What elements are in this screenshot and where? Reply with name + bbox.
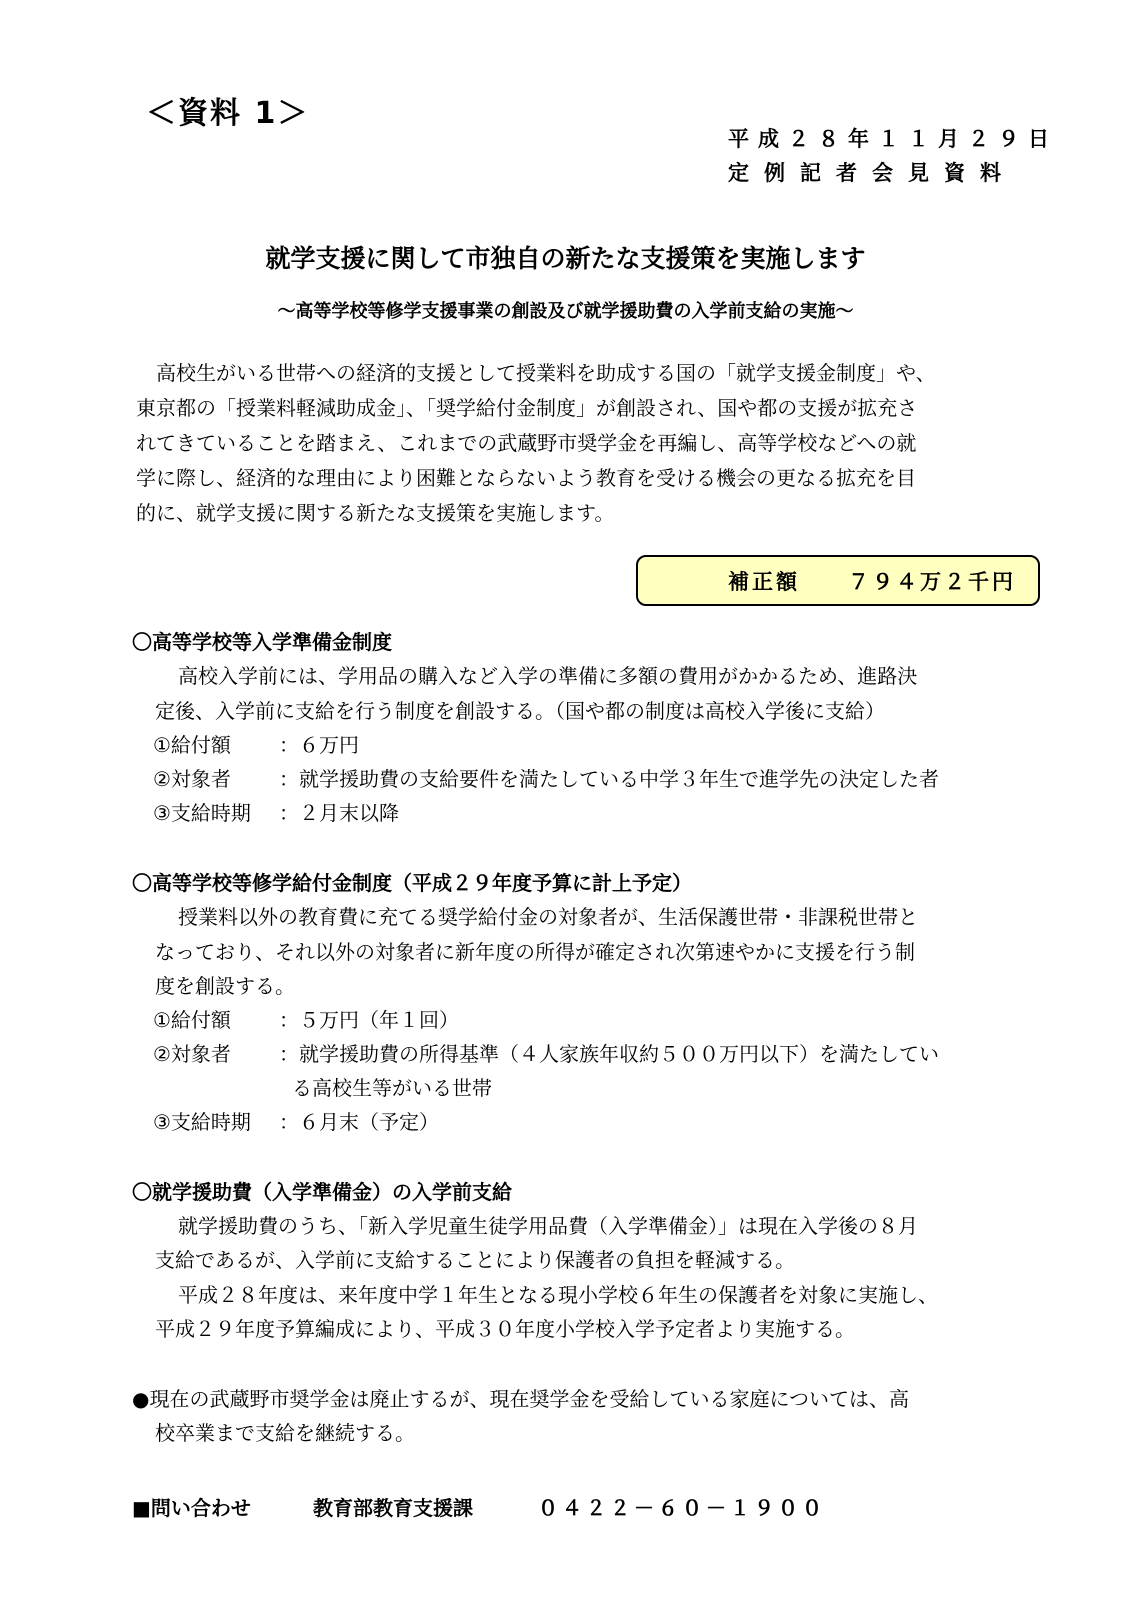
section-body-line: 平成２８年度は、来年度中学１年生となる現小学校６年生の保護者を対象に実施し、 [178,1283,938,1307]
item-value: ：６月末（予定） [279,1110,439,1134]
section-heading: 〇就学援助費（入学準備金）の入学前支給 [132,1180,512,1204]
contact-department: 教育部教育支援課 [313,1496,473,1520]
document-type: 定例記者会見資料 [728,161,1016,185]
item-value: ：６万円 [279,733,359,757]
section-body-line: 定後、入学前に支給を行う制度を創設する。（国や都の制度は高校入学後に支給） [155,699,885,723]
section-body-line: 支給であるが、入学前に支給することにより保護者の負担を軽減する。 [155,1248,795,1272]
item-value: ：５万円（年１回） [279,1008,459,1032]
section-item [153,797,399,826]
item-value: ：就学援助費の支給要件を満たしている中学３年生で進学先の決定した者 [279,767,939,791]
section-heading: 〇高等学校等入学準備金制度 [132,630,392,654]
budget-amount: ７９４万２千円 [848,570,1016,594]
intro-line: れてきていることを踏まえ、これまでの武蔵野市奨学金を再編し、高等学校などへの就 [136,431,917,455]
section-body-line: 度を創設する。 [155,974,295,998]
item-label: ①給付額 [153,1008,231,1032]
intro-line: 東京都の「授業料軽減助成金」、「奨学給付金制度」が創設され、国や都の支援が拡充さ [136,396,918,420]
section-item [153,1004,459,1033]
intro-paragraph [136,356,1016,531]
section-item [153,763,939,792]
section-item [153,1072,492,1101]
section-body-line: 平成２９年度予算編成により、平成３０年度小学校入学予定者より実施する。 [155,1317,855,1341]
date: 平成２８年１１月２９日 [728,127,1058,151]
item-label: ③支給時期 [153,801,251,825]
section-item [153,729,359,758]
document-label: ＜資料 1＞ [146,96,310,131]
section-body-line: 就学援助費のうち、「新入学児童生徒学用品費（入学準備金）」は現在入学後の８月 [178,1214,918,1238]
item-value: ：２月末以降 [279,801,399,825]
contact-label: ■問い合わせ [132,1496,251,1520]
section-heading: 〇高等学校等修学給付金制度（平成２９年度予算に計上予定） [132,871,692,895]
contact-phone: ０４２２－６０－１９００ [538,1496,826,1520]
page-title: 就学支援に関して市独自の新たな支援策を実施します [265,244,866,273]
intro-line: 的に、就学支援に関する新たな支援策を実施します。 [136,501,615,525]
item-label: ②対象者 [153,767,231,791]
budget-text [728,566,1016,596]
item-value: ：就学援助費の所得基準（４人家族年収約５００万円以下）を満たしてい [279,1042,939,1066]
item-label: ③支給時期 [153,1110,251,1134]
item-label: ②対象者 [153,1042,231,1066]
section-body-line: 授業料以外の教育費に充てる奨学給付金の対象者が、生活保護世帯・非課税世帯と [178,905,918,929]
intro-line: 高校生がいる世帯への経済的支援として授業料を助成する国の「就学支援金制度」や、 [136,361,936,385]
item-value: る高校生等がいる世帯 [292,1076,492,1100]
note-line: ●現在の武蔵野市奨学金は廃止するが、現在奨学金を受給している家庭については、高 [132,1387,910,1411]
intro-line: 学に際し、経済的な理由により困難とならないよう教育を受ける機会の更なる拡充を目 [136,466,916,490]
section-item [153,1038,939,1067]
section-item [153,1106,439,1135]
section-body-line: なっており、それ以外の対象者に新年度の所得が確定され次第速やかに支援を行う制 [155,940,915,964]
page-subtitle: ～高等学校等修学支援事業の創設及び就学援助費の入学前支給の実施～ [277,301,854,322]
section-body-line: 高校入学前には、学用品の購入など入学の準備に多額の費用がかかるため、進路決 [178,664,918,688]
note-line: 校卒業まで支給を継続する。 [155,1421,415,1445]
budget-label: 補正額 [728,570,800,594]
item-label: ①給付額 [153,733,231,757]
